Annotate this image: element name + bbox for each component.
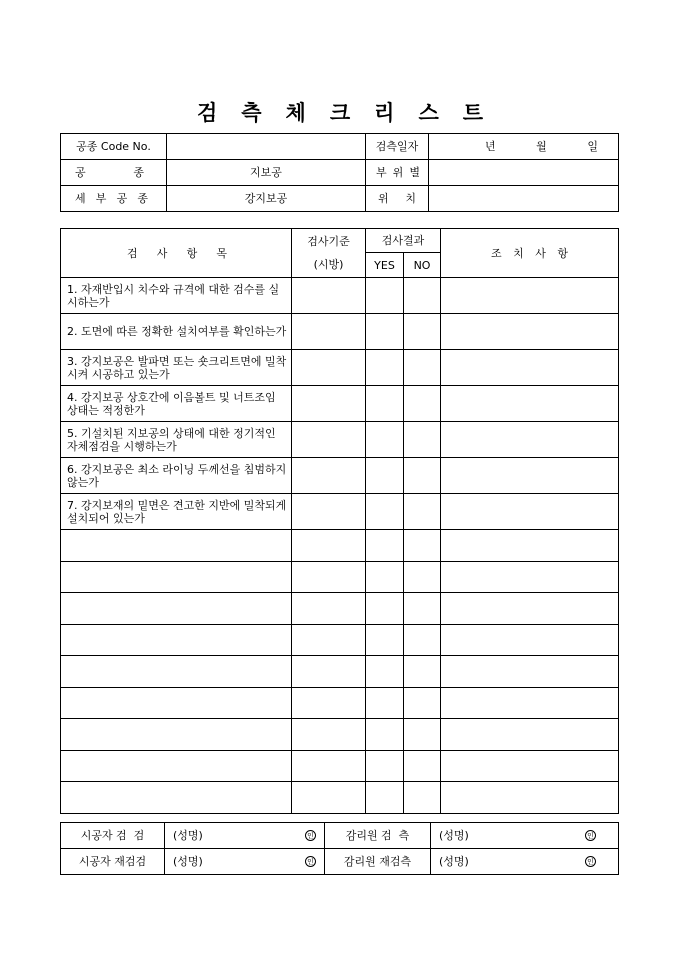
standard-cell[interactable] bbox=[292, 561, 366, 593]
item-cell[interactable] bbox=[61, 719, 292, 751]
checklist-item-text: 7. 강지보재의 밑면은 견고한 지반에 밀착되게 설치되어 있는가 bbox=[61, 494, 292, 530]
no-cell[interactable] bbox=[404, 593, 441, 625]
no-cell[interactable] bbox=[404, 530, 441, 562]
standard-cell[interactable] bbox=[292, 458, 366, 494]
checklist-item-text: 6. 강지보공은 최소 라이닝 두께선을 침범하지 않는가 bbox=[61, 458, 292, 494]
document-title bbox=[0, 97, 680, 127]
seal-icon: 인 bbox=[305, 856, 316, 867]
title-char: 트 bbox=[462, 100, 484, 125]
no-cell[interactable] bbox=[404, 278, 441, 314]
standard-cell[interactable] bbox=[292, 719, 366, 751]
col-header-result: 검사결과 bbox=[366, 229, 441, 253]
work-type-value[interactable]: 지보공 bbox=[167, 160, 366, 186]
work-code-field[interactable] bbox=[167, 134, 366, 160]
col-header-item: 검 사 항 목 bbox=[61, 229, 292, 278]
checklist-empty-row bbox=[61, 750, 619, 782]
supervisor-inspection-sign[interactable]: (성명) 인 bbox=[431, 823, 619, 849]
header-table bbox=[60, 133, 619, 212]
action-cell[interactable] bbox=[441, 782, 619, 814]
no-cell[interactable] bbox=[404, 458, 441, 494]
no-cell[interactable] bbox=[404, 422, 441, 458]
checklist-item-text: 2. 도면에 따른 정확한 설치여부를 확인하는가 bbox=[61, 314, 292, 350]
checklist-empty-row bbox=[61, 561, 619, 593]
standard-cell[interactable] bbox=[292, 656, 366, 688]
col-header-action: 조 치 사 항 bbox=[441, 229, 619, 278]
yes-cell[interactable] bbox=[366, 458, 404, 494]
yes-cell[interactable] bbox=[366, 278, 404, 314]
inspection-date-label: 검측일자 bbox=[366, 134, 429, 160]
contractor-inspection-label: 시공자 검 검 bbox=[61, 823, 165, 849]
supervisor-inspection-label: 감리원 검 측 bbox=[325, 823, 431, 849]
location-part-label: 부 위 별 bbox=[366, 160, 429, 186]
no-cell[interactable] bbox=[404, 782, 441, 814]
checklist-item-text: 3. 강지보공은 발파면 또는 숏크리트면에 밀착시켜 시공하고 있는가 bbox=[61, 350, 292, 386]
title-char: 리 bbox=[374, 100, 395, 125]
action-cell[interactable] bbox=[441, 278, 619, 314]
item-cell[interactable] bbox=[61, 624, 292, 656]
standard-cell[interactable] bbox=[292, 494, 366, 530]
standard-cell[interactable] bbox=[292, 350, 366, 386]
action-cell[interactable] bbox=[441, 422, 619, 458]
no-cell[interactable] bbox=[404, 561, 441, 593]
yes-cell[interactable] bbox=[366, 719, 404, 751]
action-cell[interactable] bbox=[441, 593, 619, 625]
yes-cell[interactable] bbox=[366, 561, 404, 593]
action-cell[interactable] bbox=[441, 494, 619, 530]
checklist-row bbox=[61, 386, 619, 422]
yes-cell[interactable] bbox=[366, 422, 404, 458]
no-cell[interactable] bbox=[404, 687, 441, 719]
seal-icon: 인 bbox=[305, 830, 316, 841]
date-month-label: 월 bbox=[536, 140, 547, 153]
item-cell[interactable] bbox=[61, 750, 292, 782]
supervisor-reinspection-label: 감리원 재검측 bbox=[325, 849, 431, 875]
seal-icon: 인 bbox=[585, 856, 596, 867]
no-cell[interactable] bbox=[404, 386, 441, 422]
checklist-item-text: 4. 강지보공 상호간에 이음볼트 및 너트조임 상태는 적정한가 bbox=[61, 386, 292, 422]
col-header-no: NO bbox=[404, 253, 441, 278]
contractor-reinspection-label: 시공자 재검검 bbox=[61, 849, 165, 875]
sub-work-type-label: 세 부 공 종 bbox=[61, 186, 167, 212]
action-cell[interactable] bbox=[441, 350, 619, 386]
title-char: 크 bbox=[329, 100, 351, 125]
action-cell[interactable] bbox=[441, 530, 619, 562]
inspection-date-field[interactable] bbox=[429, 134, 619, 160]
action-cell[interactable] bbox=[441, 719, 619, 751]
checklist-empty-row bbox=[61, 656, 619, 688]
yes-cell[interactable] bbox=[366, 530, 404, 562]
checklist-empty-row bbox=[61, 719, 619, 751]
item-cell[interactable] bbox=[61, 593, 292, 625]
col-header-yes: YES bbox=[366, 253, 404, 278]
yes-cell[interactable] bbox=[366, 386, 404, 422]
checklist-item-text: 1. 자재반입시 치수와 규격에 대한 검수를 실시하는가 bbox=[61, 278, 292, 314]
no-cell[interactable] bbox=[404, 624, 441, 656]
title-char: 검 bbox=[196, 100, 218, 125]
yes-cell[interactable] bbox=[366, 350, 404, 386]
action-cell[interactable] bbox=[441, 687, 619, 719]
title-char: 스 bbox=[418, 100, 439, 125]
checklist-empty-row bbox=[61, 624, 619, 656]
no-cell[interactable] bbox=[404, 314, 441, 350]
action-cell[interactable] bbox=[441, 458, 619, 494]
standard-cell[interactable] bbox=[292, 278, 366, 314]
standard-cell[interactable] bbox=[292, 422, 366, 458]
date-year-label: 년 bbox=[485, 140, 496, 153]
contractor-reinspection-sign[interactable]: (성명) 인 bbox=[165, 849, 325, 875]
yes-cell[interactable] bbox=[366, 314, 404, 350]
yes-cell[interactable] bbox=[366, 624, 404, 656]
checklist-empty-row bbox=[61, 530, 619, 562]
checklist-row bbox=[61, 494, 619, 530]
standard-cell[interactable] bbox=[292, 593, 366, 625]
seal-icon: 인 bbox=[585, 830, 596, 841]
signature-table bbox=[60, 822, 619, 875]
checklist-row bbox=[61, 458, 619, 494]
checklist-empty-row bbox=[61, 687, 619, 719]
action-cell[interactable] bbox=[441, 314, 619, 350]
checklist-item-text: 5. 기설치된 지보공의 상태에 대한 정기적인 자체점검을 시행하는가 bbox=[61, 422, 292, 458]
action-cell[interactable] bbox=[441, 624, 619, 656]
yes-cell[interactable] bbox=[366, 750, 404, 782]
yes-cell[interactable] bbox=[366, 593, 404, 625]
col-header-standard: 검사기준 (시방) bbox=[292, 229, 366, 278]
item-cell[interactable] bbox=[61, 782, 292, 814]
no-cell[interactable] bbox=[404, 750, 441, 782]
action-cell[interactable] bbox=[441, 656, 619, 688]
standard-cell[interactable] bbox=[292, 530, 366, 562]
standard-cell[interactable] bbox=[292, 624, 366, 656]
title-char: 측 bbox=[241, 100, 262, 125]
checklist-row bbox=[61, 314, 619, 350]
checklist-empty-row bbox=[61, 593, 619, 625]
location-part-field[interactable] bbox=[429, 160, 619, 186]
checklist-empty-row bbox=[61, 782, 619, 814]
standard-cell[interactable] bbox=[292, 314, 366, 350]
date-day-label: 일 bbox=[587, 140, 598, 153]
item-cell[interactable] bbox=[61, 530, 292, 562]
checklist-row bbox=[61, 422, 619, 458]
yes-cell[interactable] bbox=[366, 494, 404, 530]
action-cell[interactable] bbox=[441, 750, 619, 782]
item-cell[interactable] bbox=[61, 687, 292, 719]
title-char: 체 bbox=[285, 100, 306, 125]
work-code-label: 공종 Code No. bbox=[61, 134, 167, 160]
standard-cell[interactable] bbox=[292, 750, 366, 782]
checklist-row bbox=[61, 350, 619, 386]
no-cell[interactable] bbox=[404, 494, 441, 530]
yes-cell[interactable] bbox=[366, 782, 404, 814]
item-cell[interactable] bbox=[61, 561, 292, 593]
sub-work-type-value[interactable]: 강지보공 bbox=[167, 186, 366, 212]
contractor-inspection-sign[interactable]: (성명) 인 bbox=[165, 823, 325, 849]
checklist-row bbox=[61, 278, 619, 314]
no-cell[interactable] bbox=[404, 656, 441, 688]
position-field[interactable] bbox=[429, 186, 619, 212]
standard-cell[interactable] bbox=[292, 782, 366, 814]
action-cell[interactable] bbox=[441, 386, 619, 422]
item-cell[interactable] bbox=[61, 656, 292, 688]
checklist-table bbox=[60, 228, 619, 814]
action-cell[interactable] bbox=[441, 561, 619, 593]
yes-cell[interactable] bbox=[366, 687, 404, 719]
standard-cell[interactable] bbox=[292, 386, 366, 422]
no-cell[interactable] bbox=[404, 719, 441, 751]
position-label: 위 치 bbox=[366, 186, 429, 212]
standard-cell[interactable] bbox=[292, 687, 366, 719]
supervisor-reinspection-sign[interactable]: (성명) 인 bbox=[431, 849, 619, 875]
yes-cell[interactable] bbox=[366, 656, 404, 688]
no-cell[interactable] bbox=[404, 350, 441, 386]
work-type-label: 공 종 bbox=[61, 160, 167, 186]
